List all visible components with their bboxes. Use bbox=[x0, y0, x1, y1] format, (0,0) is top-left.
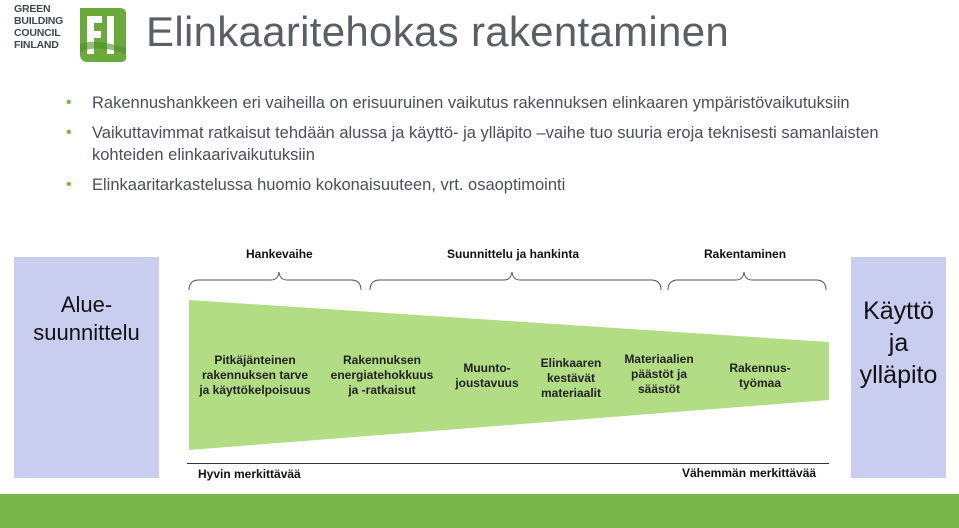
side-box-label: Alue- suunnittelu bbox=[33, 292, 140, 345]
logo-line: COUNCIL bbox=[14, 27, 61, 39]
bullet-dot-icon: • bbox=[66, 176, 72, 193]
phase-label: Suunnittelu ja hankinta bbox=[447, 247, 580, 261]
bullet-dot-icon: • bbox=[66, 124, 72, 141]
logo-line: GREEN bbox=[14, 3, 51, 15]
wedge-item: Materiaalien päästöt ja säästöt bbox=[624, 352, 694, 396]
scale-label-right: Vähemmän merkittävää bbox=[682, 466, 817, 480]
bullet-text: Elinkaaritarkastelussa huomio kokonaisuuteen, vrt. osaoptimointi bbox=[92, 176, 566, 194]
phase-label: Rakentaminen bbox=[704, 247, 787, 261]
logo-line: BUILDING bbox=[14, 15, 64, 27]
page-title: Elinkaaritehokas rakentaminen bbox=[146, 8, 730, 55]
bullet-text: Vaikuttavimmat ratkaisut tehdään alussa ja käyttö- ja ylläpito –vaihe tuo suuria eroja teknisesti samanlaisten kohteiden elinkaarivaikutuksiin bbox=[92, 124, 879, 164]
scale-label-left: Hyvin merkittävää bbox=[198, 467, 301, 481]
wedge-item: Rakennus- työmaa bbox=[729, 361, 791, 390]
logo-line: FINLAND bbox=[14, 39, 59, 51]
bullet-dot-icon: • bbox=[66, 94, 72, 111]
phase-label: Hankevaihe bbox=[246, 247, 313, 261]
wedge-item: Elinkaaren kestävät materiaalit bbox=[540, 356, 602, 400]
bullet-text: Rakennushankkeen eri vaiheilla on erisuuruinen vaikutus rakennuksen elinkaaren ympäristövaikutuksiin bbox=[92, 94, 850, 112]
footer-bar bbox=[0, 494, 959, 528]
scale-line bbox=[187, 463, 829, 464]
wedge-item: Rakennuksen energiatehokkuus ja -ratkaisut bbox=[330, 353, 434, 397]
wedge-item: Pitkäjänteinen rakennuksen tarve ja käyttökelpoisuus bbox=[199, 353, 311, 397]
wedge-item: Muunto- joustavuus bbox=[455, 361, 519, 390]
side-box-label: Käyttö ja ylläpito bbox=[859, 297, 938, 389]
